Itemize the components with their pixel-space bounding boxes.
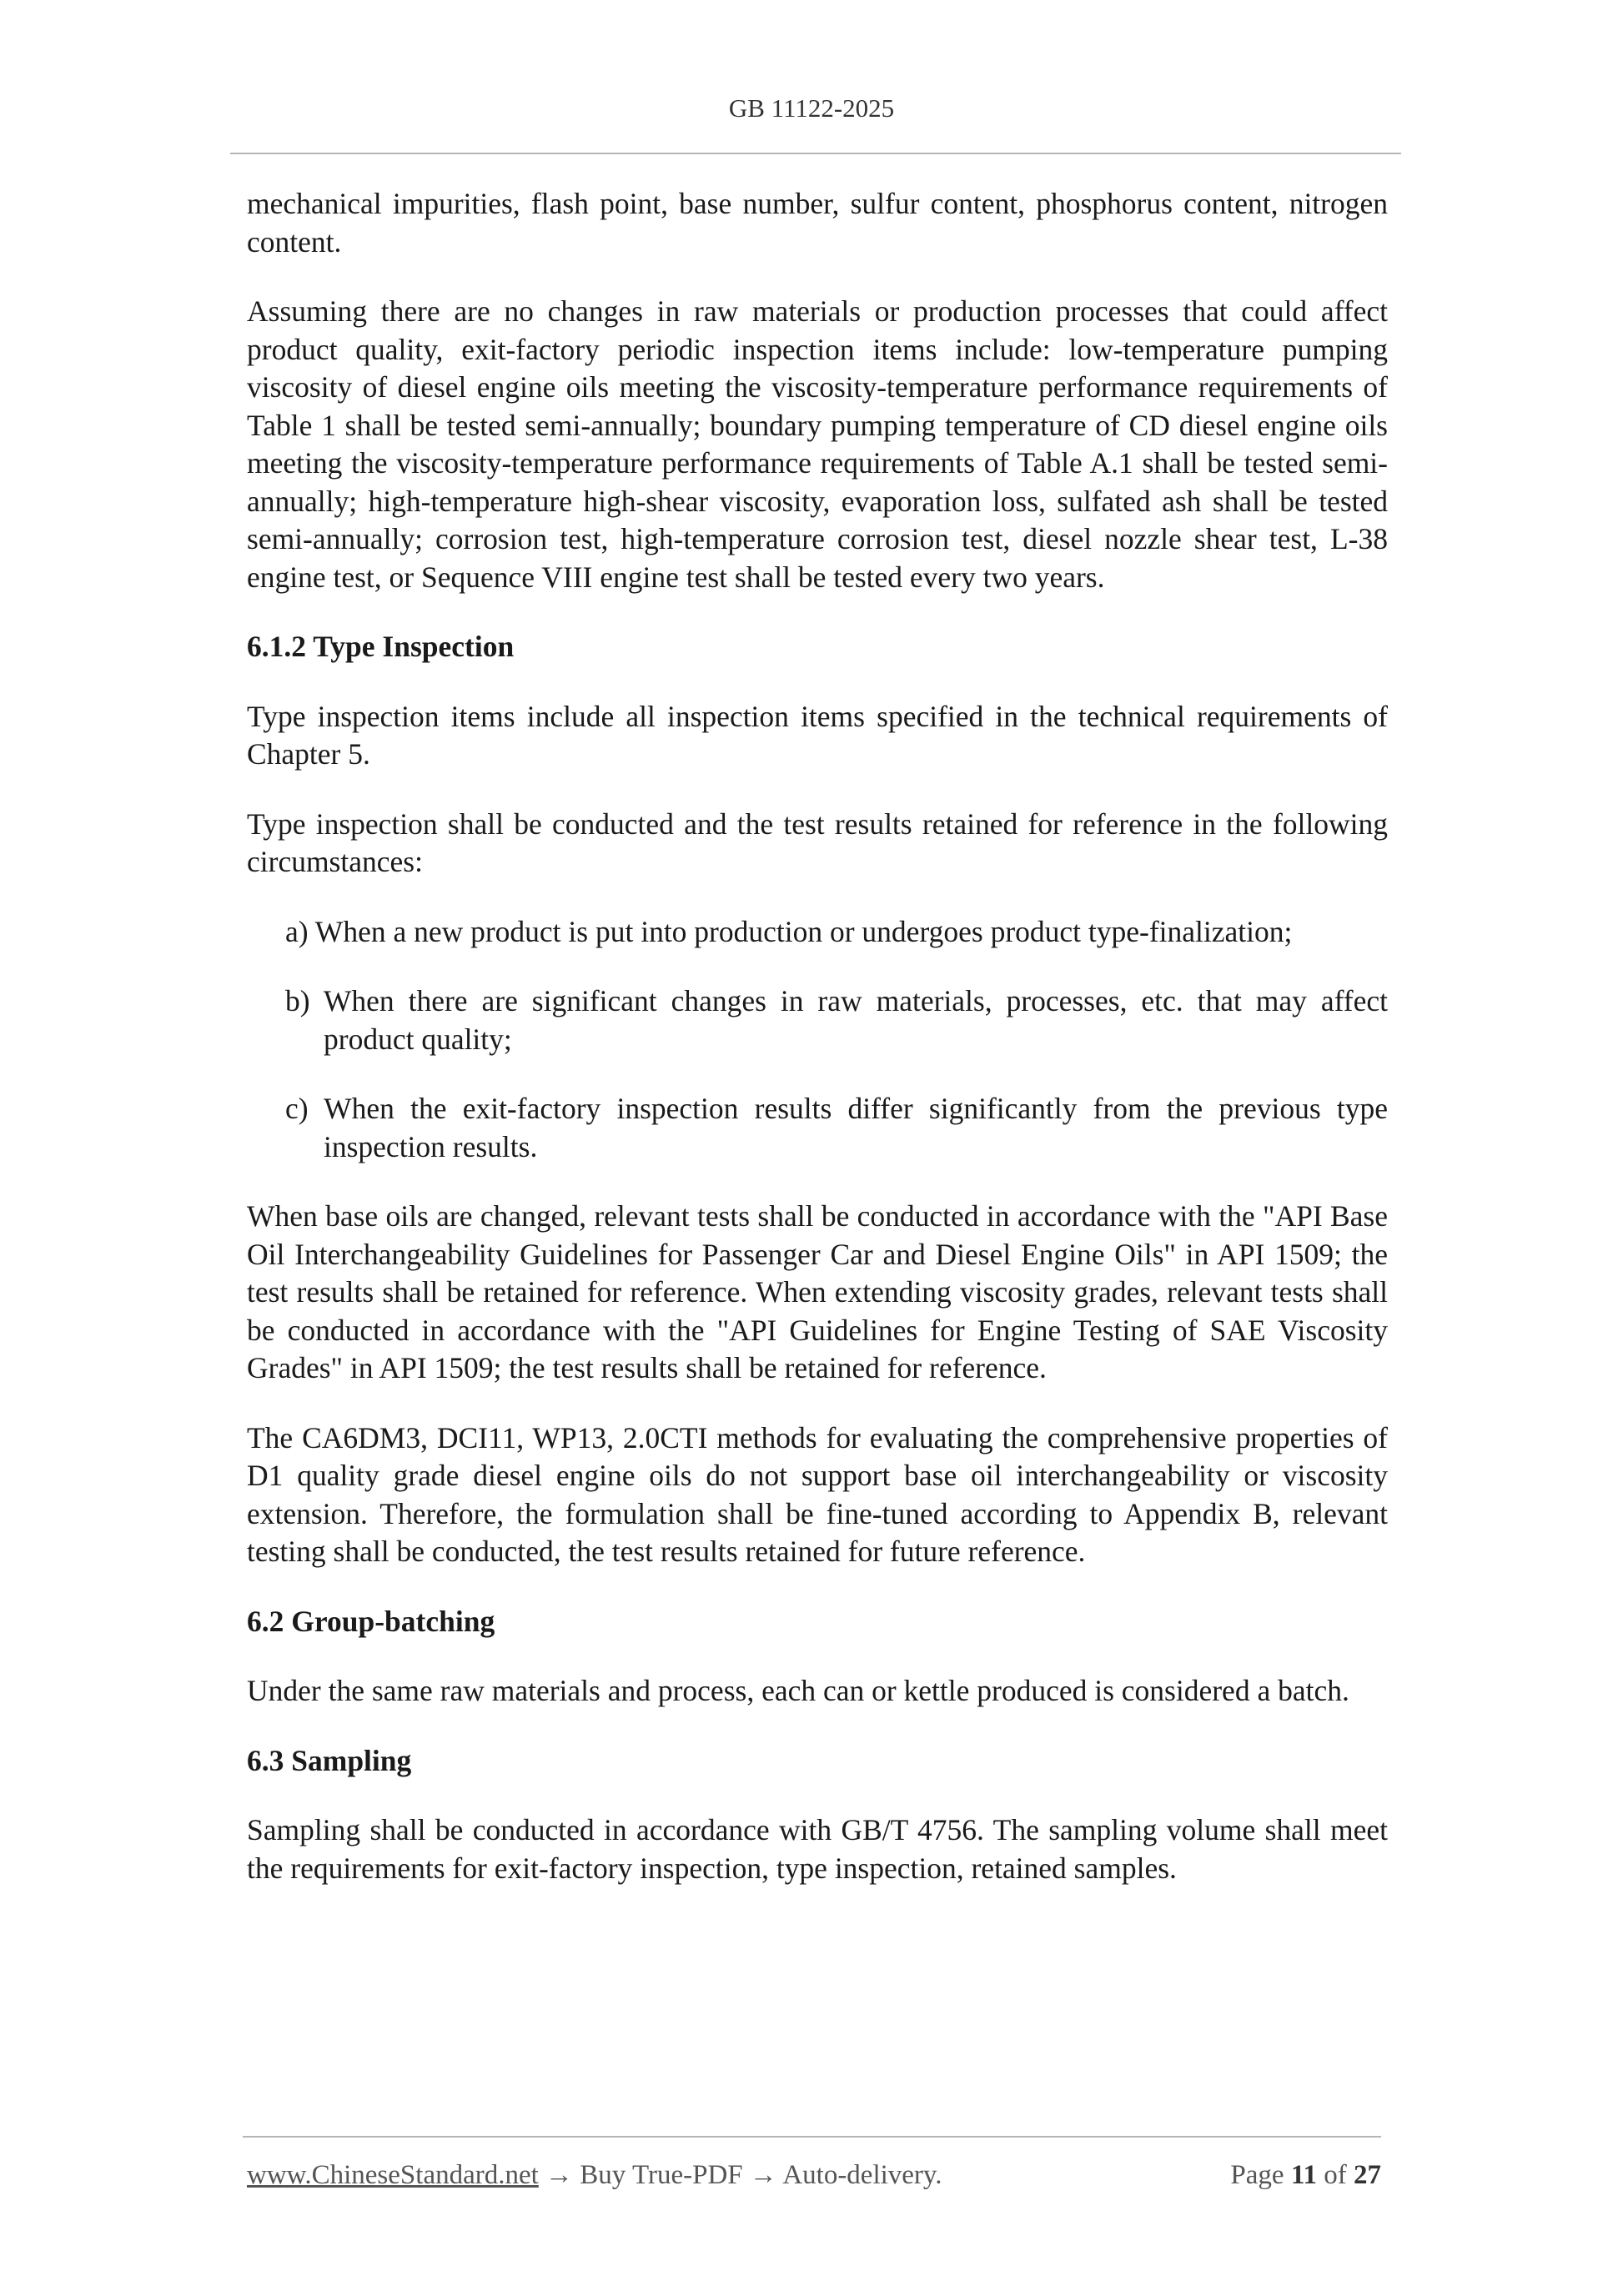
list-item-b: b) When there are significant changes in raw materials, processes, etc. that may affect product quality; xyxy=(285,984,1388,1056)
document-body xyxy=(247,185,1388,1919)
footer-promo xyxy=(247,2160,942,2191)
page-number xyxy=(1230,2160,1381,2191)
buy-true-pdf-text: Buy True-PDF xyxy=(580,2160,743,2190)
current-page: 11 xyxy=(1290,2160,1317,2190)
total-pages: 27 xyxy=(1354,2160,1381,2190)
paragraph-type-inspection-circumstances: Type inspection shall be conducted and the test results retained for reference in the following circumstances: xyxy=(247,806,1388,878)
list-item-a: a) When a new product is put into production or undergoes product type-finalization; xyxy=(285,914,1293,948)
heading-6-3: 6.3 Sampling xyxy=(247,1743,412,1777)
paragraph-continuation: mechanical impurities, flash point, base number, sulfur content, phosphorus content, nitrogen content. xyxy=(247,187,1388,259)
heading-6-2: 6.2 Group-batching xyxy=(247,1604,495,1638)
paragraph-base-oil-change: When base oils are changed, relevant tests shall be conducted in accordance with the "API Base Oil Interchangeability Guidelines for Passenger Car and Diesel Engine Oils" in API 1509; the test results shall be retained for reference. When extending viscosity grades, relevant tests shall be conducted in accordance with the "API Guidelines for Engine Testing of SAE Viscosity Grades" in API 1509; the test results shall be retained for reference. xyxy=(247,1199,1388,1384)
arrow-right-icon: → xyxy=(545,2160,574,2190)
paragraph-periodic-inspection: Assuming there are no changes in raw materials or production processes that could affect product quality, exit-factory periodic inspection items include: low-temperature pumping viscosity of diesel engine oils meeting the viscosity-temperature performance requirements of Table 1 shall be tested semi-annually; boundary pumping temperature of CD diesel engine oils meeting the viscosity-temperature performance requirements of Table A.1 shall be tested semi-annually; high-temperature high-shear viscosity, evaporation loss, sulfated ash shall be tested semi-annually; corrosion test, high-temperature corrosion test, diesel nozzle shear test, L-38 engine test, or Sequence VIII engine test shall be tested every two years. xyxy=(247,294,1388,594)
paragraph-d1-methods: The CA6DM3, DCI11, WP13, 2.0CTI methods for evaluating the comprehensive properties of D1 quality grade diesel engine oils do not support base oil interchangeability or viscosity extension. Therefore, the formulation shall be fine-tuned according to Appendix B, relevant testing shall be conducted, the test results retained for future reference. xyxy=(247,1420,1388,1568)
paragraph-sampling: Sampling shall be conducted in accordance with GB/T 4756. The sampling volume shall meet the requirements for exit-factory inspection, type inspection, retained samples. xyxy=(247,1813,1388,1885)
website-link[interactable]: www.ChineseStandard.net xyxy=(247,2160,539,2190)
document-id-header: GB 11122-2025 xyxy=(728,93,895,123)
arrow-right-icon: → xyxy=(749,2160,777,2190)
auto-delivery-text: Auto-delivery. xyxy=(782,2160,942,2190)
list-item-c: c) When the exit-factory inspection results differ significantly from the previous type inspection results. xyxy=(285,1092,1388,1163)
page-footer xyxy=(247,2160,1381,2197)
paragraph-type-inspection-items: Type inspection items include all inspection items specified in the technical requirements of Chapter 5. xyxy=(247,699,1388,771)
paragraph-batch: Under the same raw materials and process, each can or kettle produced is considered a batch. xyxy=(247,1674,1349,1707)
of-label: of xyxy=(1324,2160,1347,2190)
heading-6-1-2: 6.1.2 Type Inspection xyxy=(247,630,515,663)
header-divider xyxy=(230,153,1401,154)
page-label: Page xyxy=(1230,2160,1284,2190)
footer-divider xyxy=(243,2136,1381,2138)
